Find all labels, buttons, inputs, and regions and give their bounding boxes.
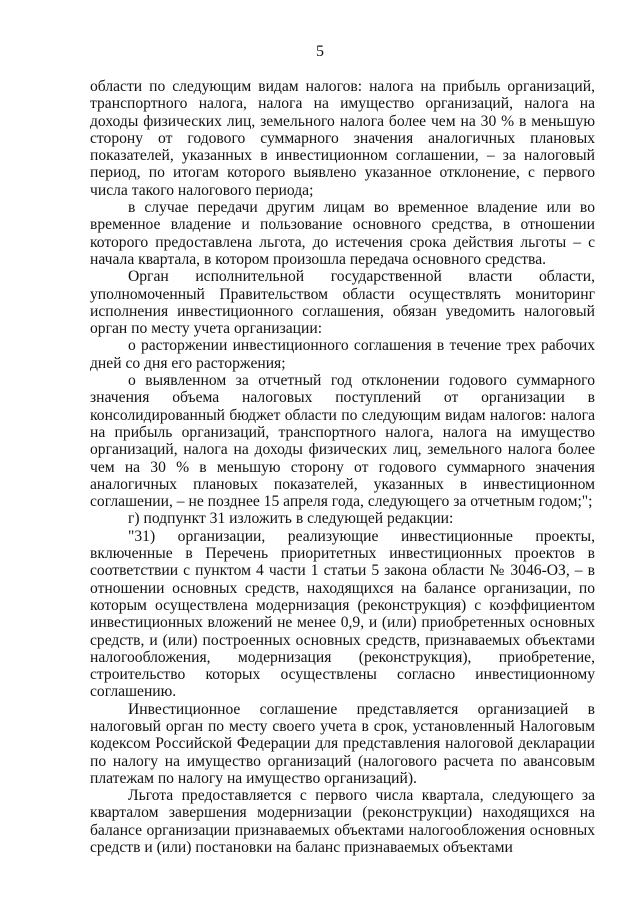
- paragraph-benefit-start: Льгота предоставляется с первого числа квартала, следующего за кварталом завершения модернизации (реконструкции) находящихся на балансе организации признаваемых объектами налогообложения основных средств и (или) постановки на баланс признаваемых объектами: [90, 787, 595, 857]
- paragraph-agreement-submission: Инвестиционное соглашение представляется организацией в налоговый орган по месту своего учета в срок, установленный Налоговым кодексом Российской Федерации для представления налоговой декларации по налогу на имущество организаций (налогового расчета по авансовым платежам по налогу на имущество организаций).: [90, 700, 595, 787]
- paragraph-monitoring-authority: Орган исполнительной государственной власти области, уполномоченный Правительством области осуществлять мониторинг исполнения инвестиционного соглашения, обязан уведомить налоговый орган по месту учета организации:: [90, 268, 595, 338]
- paragraph-subclause-g: г) подпункт 31 изложить в следующей редакции:: [128, 510, 454, 528]
- paragraph-tax-types-continued: области по следующим видам налогов: налога на прибыль организаций, транспортного налога, налога на имущество организаций, налога на доходы физических лиц, земельного налога более чем на 30 % в меньшую сторону от годового суммарного значения аналогичных плановых показателей, указанных в инвестиционном соглашении, – за налоговый период, по итогам которого выявлено указанное отклонение, с первого числа такого налогового периода;: [90, 78, 595, 199]
- paragraph-revenue-deviation: о выявленном за отчетный год отклонении годового суммарного значения объема налоговых поступлений от организации в консолидированный бюджет области по следующим видам налогов: налога на прибыль организаций, транспортного налога, налога на имущество организаций, налога на доходы физических лиц, земельного налога более чем на 30 % в меньшую сторону от годового суммарного значения аналогичных плановых показателей, указанных в инвестиционном соглашении, – не позднее 15 апреля года, следующего за отчетным годом;";: [90, 372, 595, 511]
- paragraph-asset-transfer: в случае передачи другим лицам во временное владение или во временное владение и пользование основного средства, в отношении которого предоставлена льгота, до истечения срока действия льготы – с начала квартала, в котором произошла передача основного средства.: [90, 199, 595, 268]
- paragraph-clause-31: "31) организации, реализующие инвестиционные проекты, включенные в Перечень приоритетных инвестиционных проектов в соответствии с пунктом 4 части 1 статьи 5 закона области № 3046-ОЗ, – в отношении основных средств, находящихся на балансе организации, по которым осуществлена модернизация (реконструкция) с коэффициентом инвестиционных вложений не менее 0,9, и (или) приобретенных основных средств, и (или) построенных основных средств, признаваемых объектами налогообложения, модернизация (реконструкция), приобретение, строительство которых осуществлены согласно инвестиционному соглашению.: [90, 527, 595, 701]
- page-number: 5: [316, 43, 324, 60]
- paragraph-agreement-termination: о расторжении инвестиционного соглашения в течение трех рабочих дней со дня его расторжения;: [90, 337, 595, 372]
- document-body: [90, 78, 595, 856]
